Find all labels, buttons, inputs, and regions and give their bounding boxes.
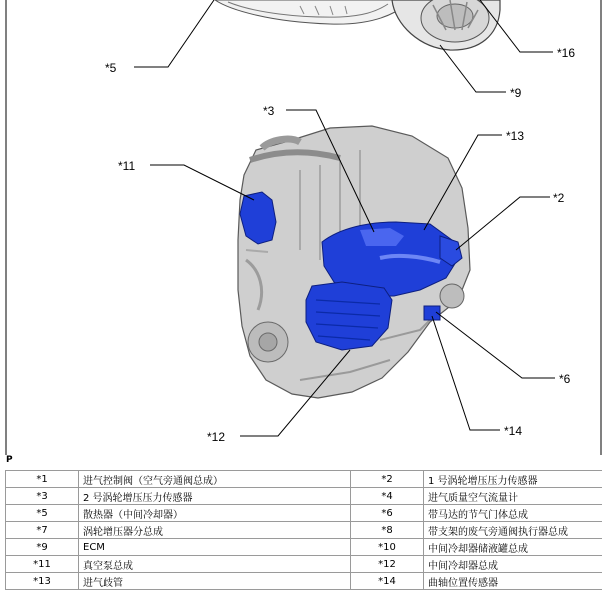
- callout-16: *16: [557, 46, 576, 60]
- item-description: 2 号涡轮增压压力传感器: [79, 488, 351, 505]
- legend-table: [5, 470, 602, 590]
- callout-3: *3: [263, 104, 275, 118]
- callout-12: *12: [207, 430, 226, 444]
- item-number: *4: [351, 488, 424, 505]
- callout-2: *2: [553, 191, 565, 205]
- item-description: ECM: [79, 539, 351, 556]
- item-description: 带支架的废气旁通阀执行器总成: [424, 522, 602, 539]
- item-number: *1: [6, 471, 79, 488]
- item-description: 散热器（中间冷却器）: [79, 505, 351, 522]
- callout-5: *5: [105, 61, 117, 75]
- item-number: *5: [6, 505, 79, 522]
- item-description: 曲轴位置传感器: [424, 573, 602, 590]
- item-description: 中间冷却器储液罐总成: [424, 539, 602, 556]
- callout-11: *11: [118, 159, 136, 173]
- item-number: *14: [351, 573, 424, 590]
- item-number: *7: [6, 522, 79, 539]
- callout-9: *9: [510, 86, 522, 100]
- item-number: *10: [351, 539, 424, 556]
- item-number: *9: [6, 539, 79, 556]
- item-number: *12: [351, 556, 424, 573]
- item-number: *2: [351, 471, 424, 488]
- table-row: [6, 522, 602, 539]
- table-row: [6, 488, 602, 505]
- table-row: [6, 471, 602, 488]
- item-description: 中间冷却器总成: [424, 556, 602, 573]
- item-number: *13: [6, 573, 79, 590]
- item-description: 带马达的节气门体总成: [424, 505, 602, 522]
- item-description: 进气质量空气流量计: [424, 488, 602, 505]
- item-description: 1 号涡轮增压压力传感器: [424, 471, 602, 488]
- callout-6: *6: [559, 372, 571, 386]
- item-description: 真空泵总成: [79, 556, 351, 573]
- table-row: [6, 539, 602, 556]
- item-description: 涡轮增压器分总成: [79, 522, 351, 539]
- callout-14: *14: [504, 424, 523, 438]
- item-description: 进气控制阀（空气旁通阀总成）: [79, 471, 351, 488]
- item-description: 进气歧管: [79, 573, 351, 590]
- callout-13: *13: [506, 129, 525, 143]
- table-row: [6, 505, 602, 522]
- item-number: *11: [6, 556, 79, 573]
- table-row: [6, 573, 602, 590]
- item-number: *3: [6, 488, 79, 505]
- item-number: *8: [351, 522, 424, 539]
- item-number: *6: [351, 505, 424, 522]
- figure-id-letter: P: [6, 455, 13, 465]
- table-row: [6, 556, 602, 573]
